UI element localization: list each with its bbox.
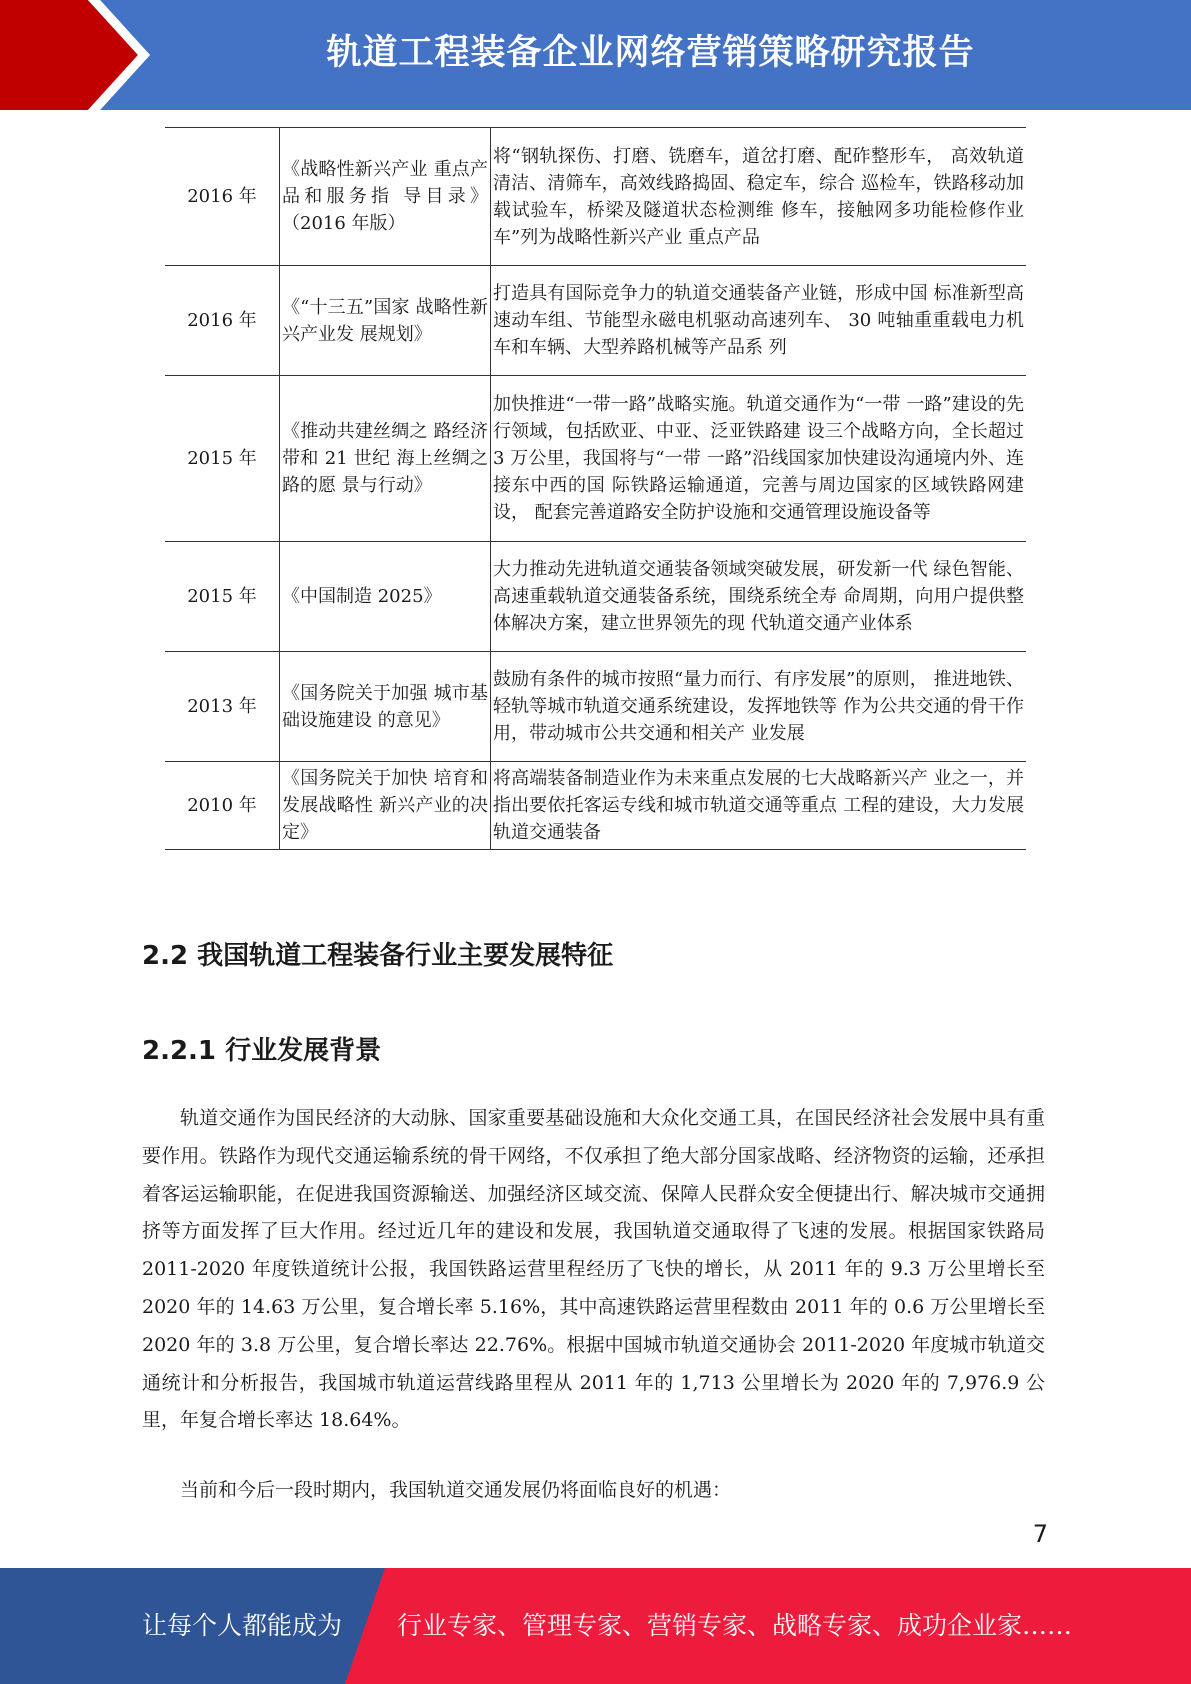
- body-paragraph: 当前和今后一段时期内，我国轨道交通发展仍将面临良好的机遇：: [180, 1479, 732, 1501]
- table-cell-year: 2015 年: [165, 376, 280, 542]
- table-cell-year: 2010 年: [165, 762, 280, 850]
- table-cell-year: 2013 年: [165, 652, 280, 762]
- table-row: [165, 542, 1026, 652]
- table-cell-content: 大力推动先进轨道交通装备领域突破发展，研发新一代 绿色智能、高速重载轨道交通装备系统，围绕系统全寿 命周期，向用户提供整体解决方案，建立世界领先的现 代轨道交通产业体系: [491, 542, 1027, 652]
- table-cell-document: 《“十三五”国家 战略性新兴产业发 展规划》: [280, 266, 491, 376]
- table-row: [165, 652, 1026, 762]
- report-title: 轨道工程装备企业网络营销策略研究报告: [326, 33, 975, 73]
- section-heading-2-2-1: 2.2.1 行业发展背景: [142, 1036, 382, 1066]
- table-cell-content: 加快推进“一带一路”战略实施。轨道交通作为“一带 一路”建设的先行领域，包括欧亚、中亚、泛亚铁路建 设三个战略方向，全长超过 3 万公里，我国将与“一带 一路”沿线国家加快建设沟通境内外、连接东中西的国 际铁路运输通道，完善与周边国家的区域铁路网建设， 配套完善道路安全防护设施和交通管理设施设备等: [491, 376, 1027, 542]
- page-number: 7: [1032, 1520, 1048, 1548]
- red-chevron-decoration: [0, 0, 160, 110]
- table-cell-content: 打造具有国际竞争力的轨道交通装备产业链，形成中国 标准新型高速动车组、节能型永磁电机驱动高速列车、 30 吨轴重重载电力机车和车辆、大型养路机械等产品系 列: [491, 266, 1027, 376]
- table-row: [165, 266, 1026, 376]
- footer-slogan-left: 让每个人都能成为: [142, 1611, 343, 1640]
- section-heading-2-2: 2.2 我国轨道工程装备行业主要发展特征: [142, 941, 614, 971]
- policy-table: [165, 127, 1026, 850]
- table-cell-content: 将“钢轨探伤、打磨、铣磨车，道岔打磨、配砟整形车， 高效轨道清洁、清筛车，高效线路捣固、稳定车，综合 巡检车，铁路移动加载试验车，桥梁及隧道状态检测维 修车，接触网多功能检修作业车”列为战略性新兴产业 重点产品: [491, 128, 1027, 266]
- footer-slogan-right: 行业专家、管理专家、营销专家、战略专家、成功企业家……: [397, 1611, 1073, 1640]
- table-cell-document: 《国务院关于加快 培育和发展战略性 新兴产业的决定》: [280, 762, 491, 850]
- table-cell-document: 《战略性新兴产业 重点产品和服务指 导目录》（2016 年版）: [280, 128, 491, 266]
- table-cell-document: 《中国制造 2025》: [280, 542, 491, 652]
- table-cell-year: 2016 年: [165, 128, 280, 266]
- table-cell-year: 2016 年: [165, 266, 280, 376]
- table-row: [165, 128, 1026, 266]
- table-cell-content: 鼓励有条件的城市按照“量力而行、有序发展”的原则， 推进地铁、轻轨等城市轨道交通系统建设，发挥地铁等 作为公共交通的骨干作用，带动城市公共交通和相关产 业发展: [491, 652, 1027, 762]
- table-row: [165, 376, 1026, 542]
- table-cell-year: 2015 年: [165, 542, 280, 652]
- table-cell-document: 《推动共建丝绸之 路经济带和 21 世纪 海上丝绸之路的愿 景与行动》: [280, 376, 491, 542]
- table-row: [165, 762, 1026, 850]
- table-cell-document: 《国务院关于加强 城市基础设施建设 的意见》: [280, 652, 491, 762]
- body-paragraph: 轨道交通作为国民经济的大动脉、国家重要基础设施和大众化交通工具，在国民经济社会发展中具有重要作用。铁路作为现代交通运输系统的骨干网络，不仅承担了绝大部分国家战略、经济物资的运输，还承担着客运运输职能，在促进我国资源输送、加强经济区域交流、保障人民群众安全便捷出行、解决城市交通拥挤等方面发挥了巨大作用。经过近几年的建设和发展，我国轨道交通取得了飞速的发展。根据国家铁路局 2011-2020 年度铁道统计公报，我国铁路运营里程经历了飞快的增长，从 2011 年的 9.3 万公里增长至 2020 年的 14.63 万公里，复合增长率 5.16%，其中高速铁路运营里程数由 2011 年的 0.6 万公里增长至 2020 年的 3.8 万公里，复合增长率达 22.76%。根据中国城市轨道交通协会 2011-2020 年度城市轨道交通统计和分析报告，我国城市轨道运营线路里程从 2011 年的 1,713 公里增长为 2020 年的 7,976.9 公里，年复合增长率达 18.64%。: [142, 1107, 1045, 1432]
- page-footer: [0, 1568, 1191, 1684]
- table-cell-content: 将高端装备制造业作为未来重点发展的七大战略新兴产 业之一，并指出要依托客运专线和城市轨道交通等重点 工程的建设，大力发展轨道交通装备: [491, 762, 1027, 850]
- page-header: [0, 0, 1191, 110]
